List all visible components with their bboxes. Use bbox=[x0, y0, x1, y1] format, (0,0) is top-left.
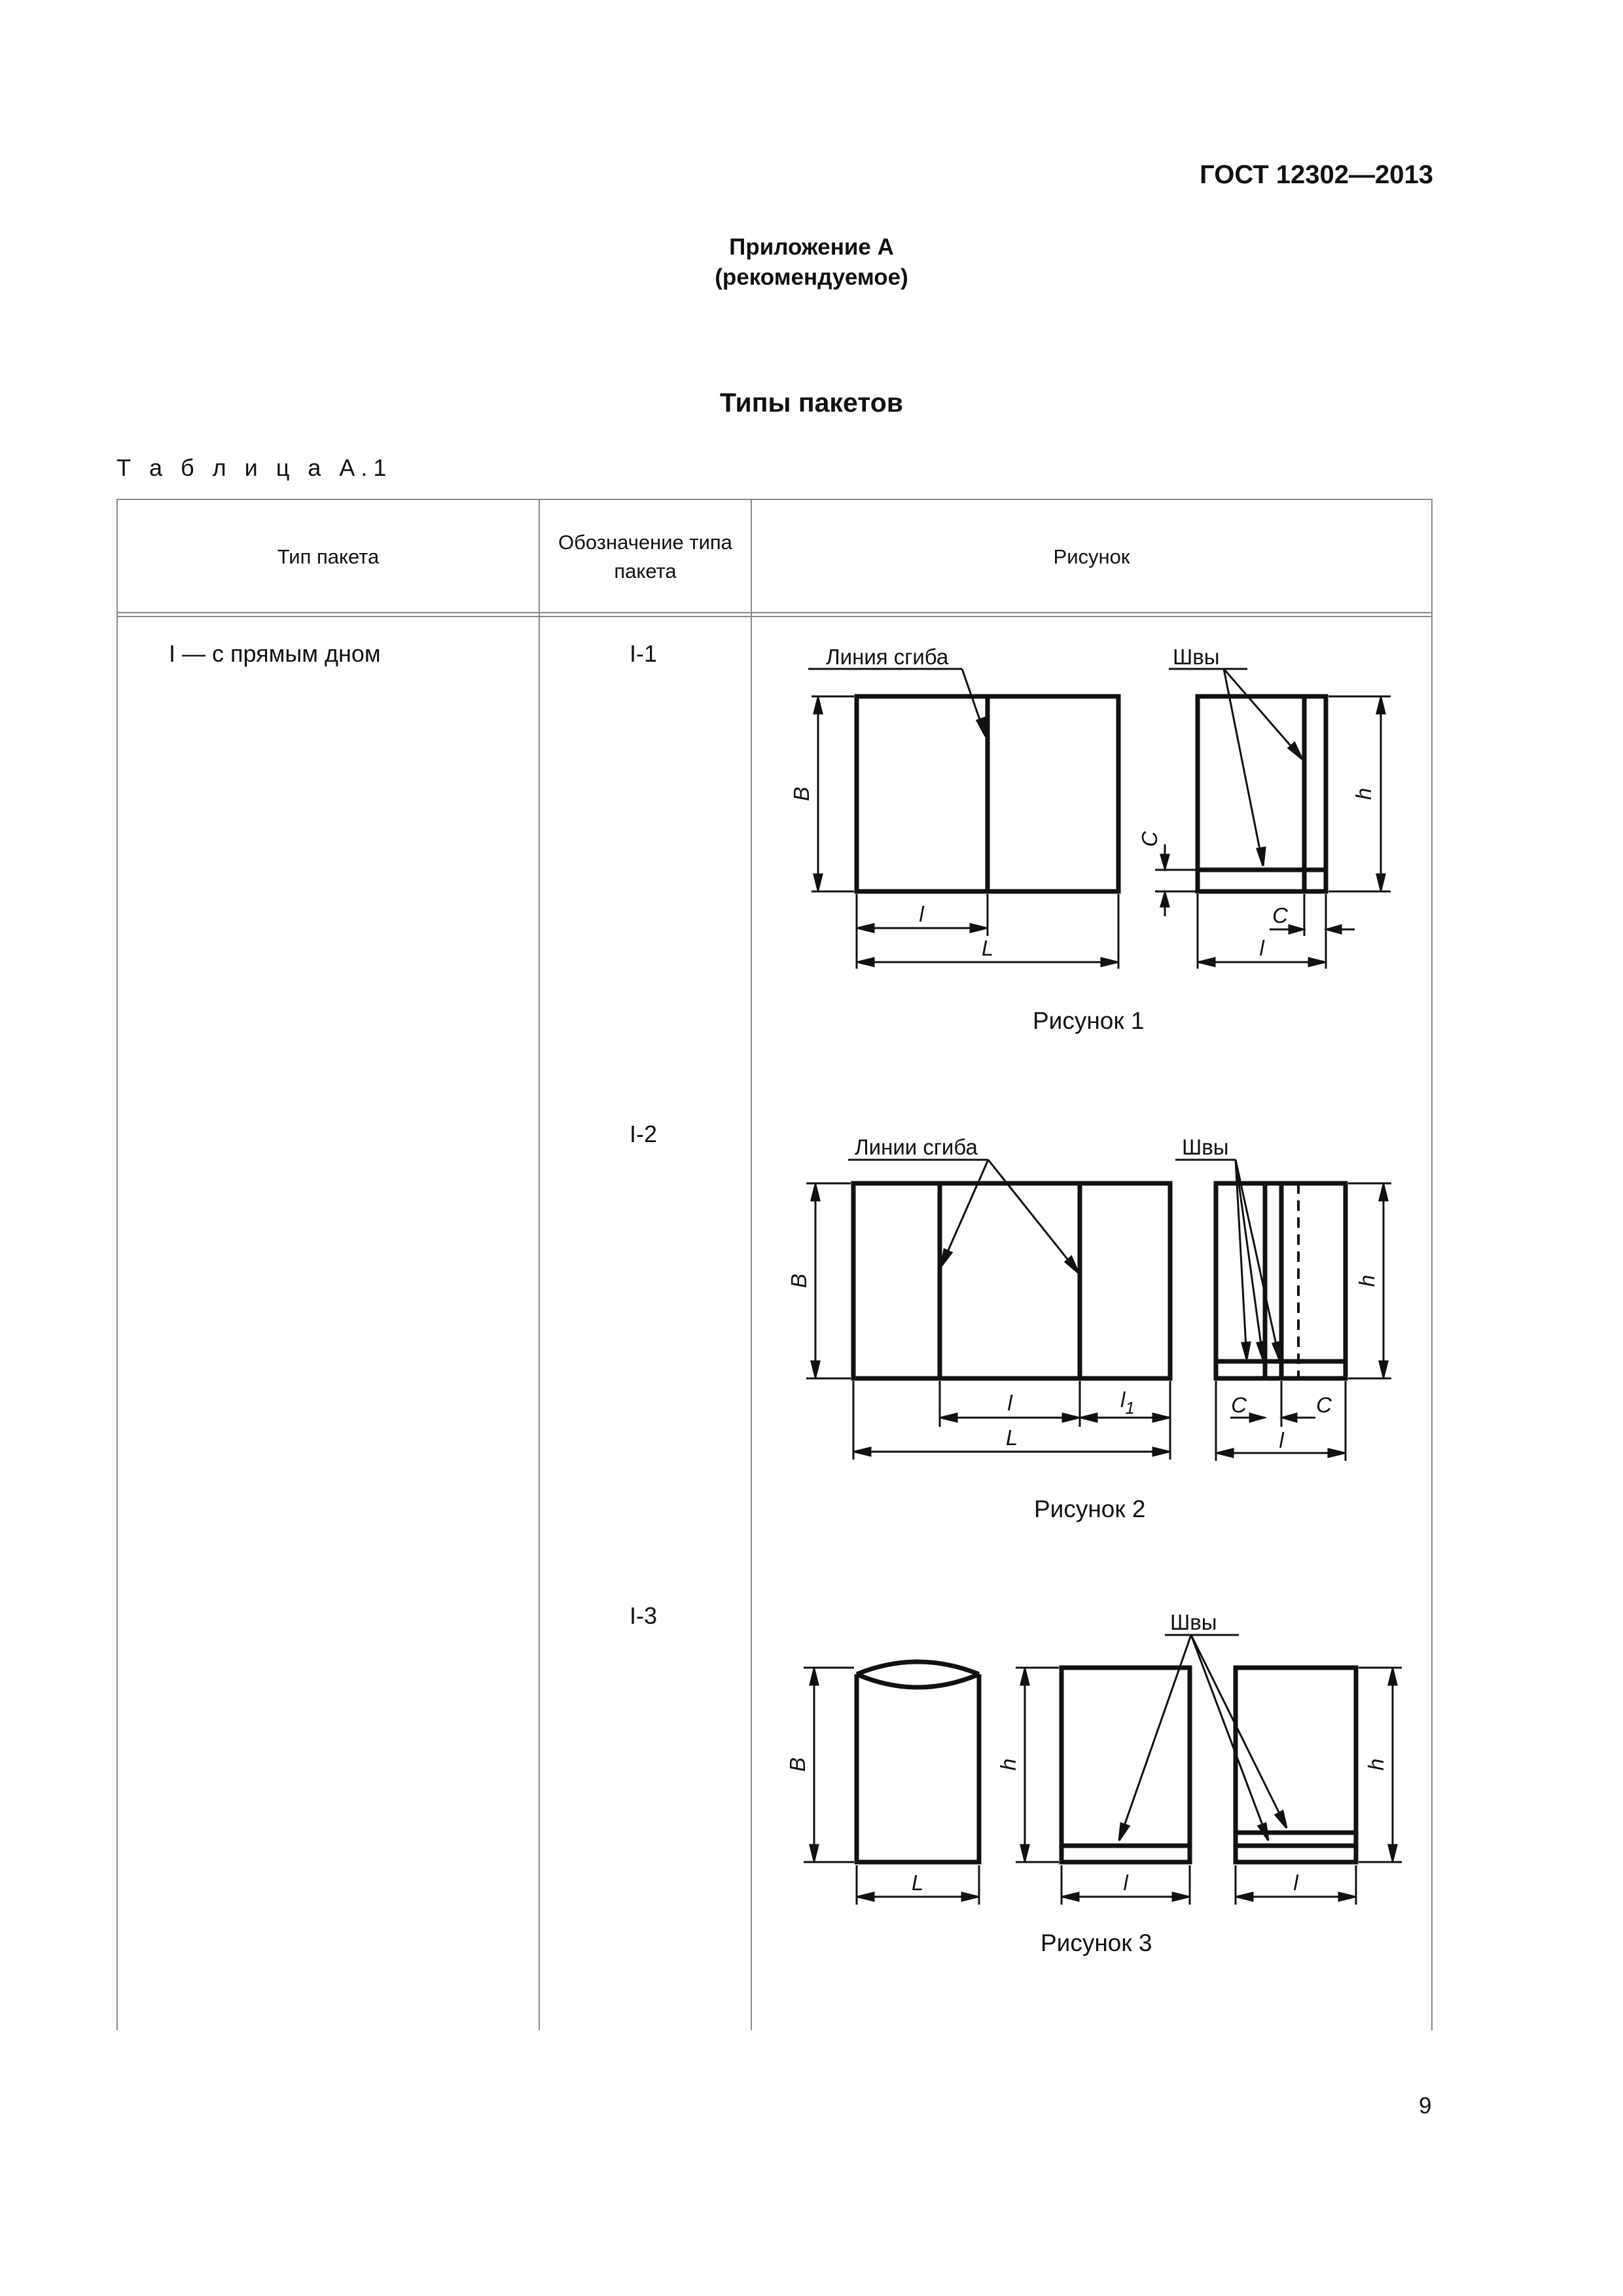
standard-number: ГОСТ 12302—2013 bbox=[1200, 160, 1433, 189]
fig2-dim-l-side: l bbox=[1279, 1428, 1284, 1452]
fig1-label-seams: Швы bbox=[1173, 645, 1220, 669]
fig1-dim-h: h bbox=[1351, 787, 1376, 800]
figure-2-caption: Рисунок 2 bbox=[1034, 1496, 1146, 1522]
fig3-dim-h-middle: h bbox=[996, 1758, 1020, 1771]
header-figure: Рисунок bbox=[1053, 545, 1130, 568]
fig3-tube-top-back bbox=[857, 1662, 979, 1674]
fig1-dim-l-side: l bbox=[1259, 936, 1264, 960]
figure-3-caption: Рисунок 3 bbox=[1041, 1929, 1152, 1956]
fig3-seam-leader-3 bbox=[1191, 1635, 1287, 1828]
fig1-dim-L: L bbox=[981, 936, 994, 960]
fig1-dim-B: B bbox=[789, 786, 813, 802]
fig3-tube-top-front bbox=[857, 1674, 979, 1687]
fig2-dim-L: L bbox=[1005, 1426, 1018, 1450]
fig3-dim-B: B bbox=[785, 1757, 810, 1772]
fig3-tube-outline bbox=[857, 1674, 979, 1862]
fig3-bag-middle-outline bbox=[1061, 1668, 1190, 1862]
fig1-dim-l: l bbox=[919, 902, 924, 926]
fig2-label-seams: Швы bbox=[1182, 1135, 1229, 1159]
fig1-dim-C-vertical: C bbox=[1137, 831, 1162, 847]
row-code-3: I-3 bbox=[630, 1602, 658, 1629]
fig2-label-fold: Линии сгиба bbox=[855, 1135, 978, 1159]
fig2-dim-C-left: C bbox=[1231, 1393, 1247, 1417]
appendix-title: Приложение А bbox=[729, 234, 894, 260]
page-number: 9 bbox=[1419, 2093, 1432, 2119]
fig3-dim-L: L bbox=[911, 1871, 924, 1895]
fig2-dim-l: l bbox=[1007, 1391, 1012, 1415]
fig1-dim-C-bottom: C bbox=[1272, 903, 1288, 927]
fig2-dim-h: h bbox=[1355, 1274, 1379, 1287]
fig2-dim-l1-base: l bbox=[1120, 1388, 1126, 1412]
fig2-dim-l1-sub: 1 bbox=[1125, 1398, 1135, 1418]
table-label: Т а б л и ц а А.1 bbox=[116, 454, 393, 481]
section-title: Типы пакетов bbox=[720, 387, 903, 418]
fig2-dim-C-right: C bbox=[1316, 1393, 1332, 1417]
fig3-label-seams: Швы bbox=[1170, 1610, 1217, 1634]
row-code-2: I-2 bbox=[630, 1121, 658, 1147]
figure-1-caption: Рисунок 1 bbox=[1033, 1007, 1145, 1034]
fig1-label-fold: Линия сгиба bbox=[826, 645, 949, 669]
header-code: Обозначение типа пакета bbox=[558, 531, 732, 583]
appendix-status: (рекомендуемое) bbox=[715, 264, 908, 290]
fig3-dim-h-right: h bbox=[1364, 1758, 1388, 1771]
fig3-dim-l-middle: l bbox=[1123, 1871, 1128, 1895]
row-type: I — с прямым дном bbox=[169, 640, 381, 667]
row-code-1: I-1 bbox=[630, 640, 658, 667]
fig2-dim-B: B bbox=[787, 1273, 811, 1289]
fig3-dim-l-right: l bbox=[1293, 1871, 1298, 1895]
header-type: Тип пакета bbox=[277, 545, 380, 568]
